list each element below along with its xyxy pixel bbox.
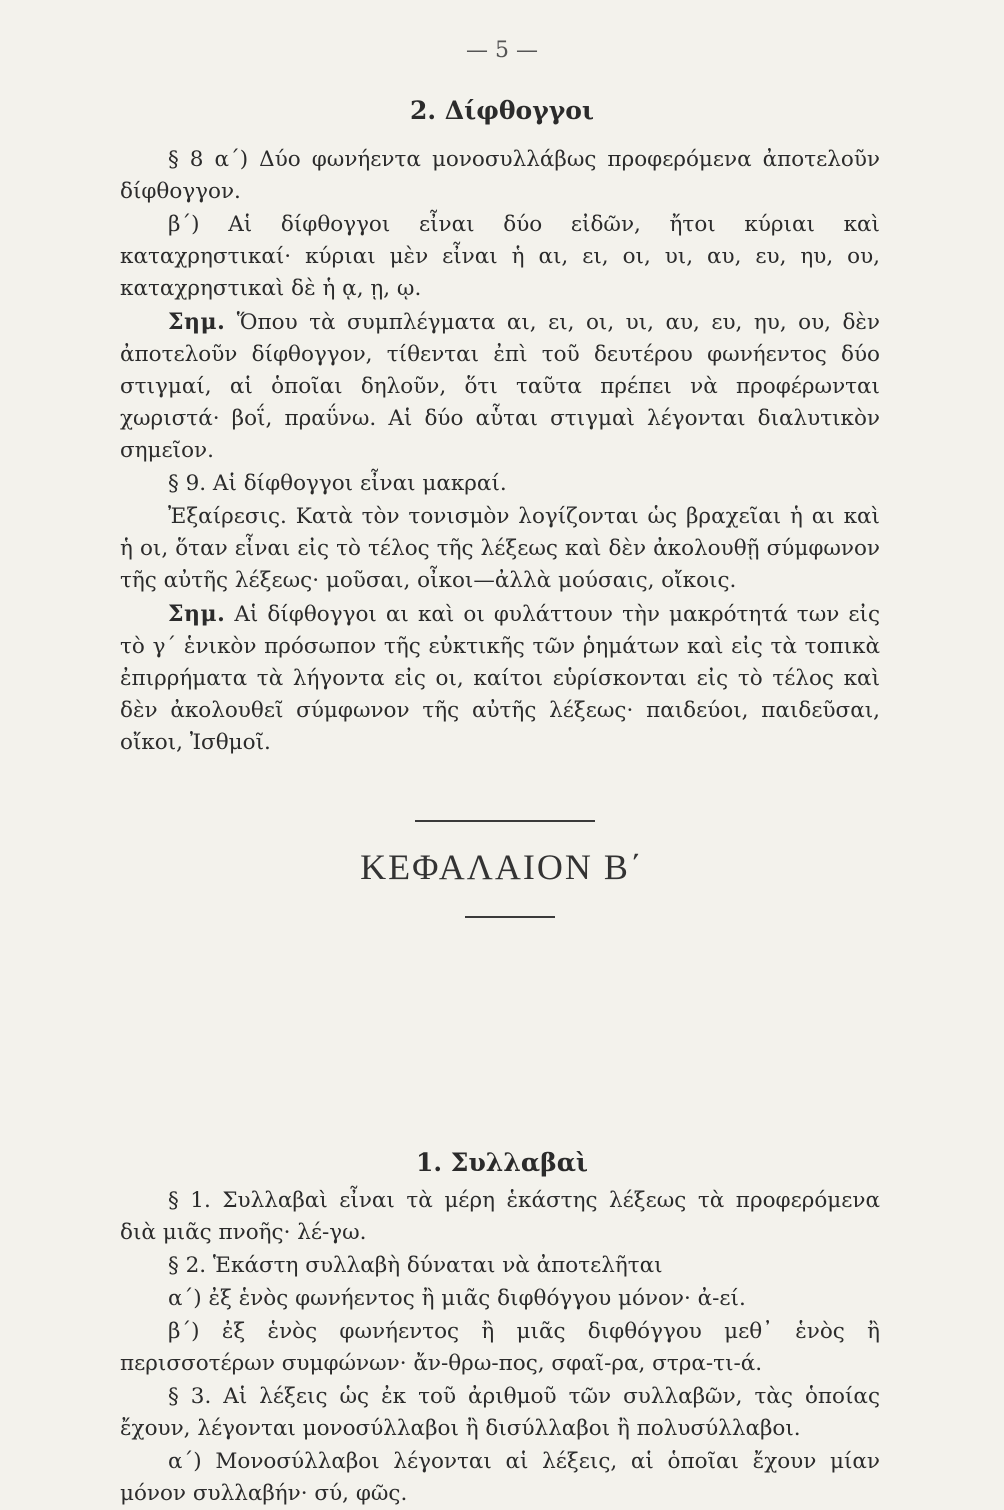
note-label: Σημ. (168, 601, 226, 627)
section-syllables-body (120, 1185, 880, 1510)
divider-rule (415, 820, 595, 822)
note-diaeresis (120, 306, 880, 467)
paragraph-8a: § 8 α΄) Δύο φωνήεντα μονοσυλλάβως προφερόμενα ἀποτελοῦν δίφθογγον. (120, 147, 880, 204)
chapter-title: ΚΕΦΑΛΑΙΟΝ Β΄ (360, 847, 644, 887)
page-number: — 5 — (466, 38, 538, 63)
paragraph-3: § 3. Αἱ λέξεις ὡς ἐκ τοῦ ἀριθμοῦ τῶν συλλαβῶν, τὰς ὁποίας ἔχουν, λέγονται μονοσύλλαβοι ἢ δισύλλαβοι ἢ πολυσύλλαβοι. (120, 1384, 880, 1441)
section-diphthongs-body (120, 144, 880, 759)
note-text: Αἱ δίφθογγοι αι καὶ οι φυλάττουν τὴν μακρότητά των εἰς τὸ γ΄ ἑνικὸν πρόσωπον τῆς εὐκτικῆς τῶν ῥημάτων καὶ εἰς τὰ τοπικὰ ἐπιρρήματα τὰ λήγοντα εἰς οι, καίτοι εὑρίσκονται εἰς τὸ τέλος καὶ δὲν ἀκολουθεῖ σύμφωνον τῆς αὐτῆς λέξεως· παιδεύοι, παιδεῦσαι, οἴκοι, Ἰσθμοῖ. (120, 602, 880, 755)
paragraph-3a: α΄) Μονοσύλλαβοι λέγονται αἱ λέξεις, αἱ ὁποῖαι ἔχουν μίαν μόνον συλλαβήν· σύ, φῶς. (120, 1449, 880, 1506)
paragraph-9: § 9. Αἱ δίφθογγοι εἶναι μακραί. (168, 471, 507, 496)
paragraph-2: § 2. Ἑκάστη συλλαβὴ δύναται νὰ ἀποτελῆται (168, 1253, 663, 1278)
note-label: Σημ. (168, 309, 226, 335)
paragraph-1: § 1. Συλλαβαὶ εἶναι τὰ μέρη ἑκάστης λέξεως τὰ προφερόμενα διὰ μιᾶς πνοῆς· λέ-γω. (120, 1188, 880, 1245)
paragraph-8b: β΄) Αἱ δίφθογγοι εἶναι δύο εἰδῶν, ἤτοι κύριαι καὶ καταχρηστικαί· κύριαι μὲν εἶναι ἡ αι, ει, οι, υι, αυ, ευ, ηυ, ου, καταχρηστικαὶ δὲ ἡ ᾳ, ῃ, ῳ. (120, 212, 880, 301)
paragraph-exception: Ἐξαίρεσις. Κατὰ τὸν τονισμὸν λογίζονται ὡς βραχεῖαι ἡ αι καὶ ἡ οι, ὅταν εἶναι εἰς τὸ τέλος τῆς λέξεως καὶ δὲν ἀκολουθῇ σύμφωνον τῆς αὐτῆς λέξεως· μοῦσαι, οἶκοι—ἀλλὰ μούσαις, οἴκοις. (120, 504, 880, 593)
paragraph-2a: α΄) ἐξ ἑνὸς φωνήεντος ἢ μιᾶς διφθόγγου μόνον· ἀ-εί. (168, 1286, 746, 1311)
note-length (120, 598, 880, 759)
section-title: 2. Δίφθογγοι (409, 96, 595, 125)
note-text: Ὅπου τὰ συμπλέγματα αι, ει, οι, υι, αυ, ευ, ηυ, ου, δὲν ἀποτελοῦν δίφθογγον, τίθενται ἐπὶ τοῦ δευτέρου φωνήεντος δύο στιγμαί, αἱ ὁποῖαι δηλοῦν, ὅτι ταῦτα πρέπει νὰ προφέρωνται χωριστά· βοΐ, πραΰνω. Αἱ δύο αὗται στιγμαὶ λέγονται διαλυτικὸν σημεῖον. (120, 310, 880, 463)
subsection-title: 1. Συλλαβαὶ (415, 1148, 589, 1177)
divider-rule-short (465, 916, 555, 918)
paragraph-2b: β΄) ἐξ ἑνὸς φωνήεντος ἢ μιᾶς διφθόγγου μεθ᾽ ἑνὸς ἢ περισσοτέρων συμφώνων· ἄν-θρω-πος, σφαῖ-ρα, στρα-τι-ά. (120, 1319, 880, 1376)
